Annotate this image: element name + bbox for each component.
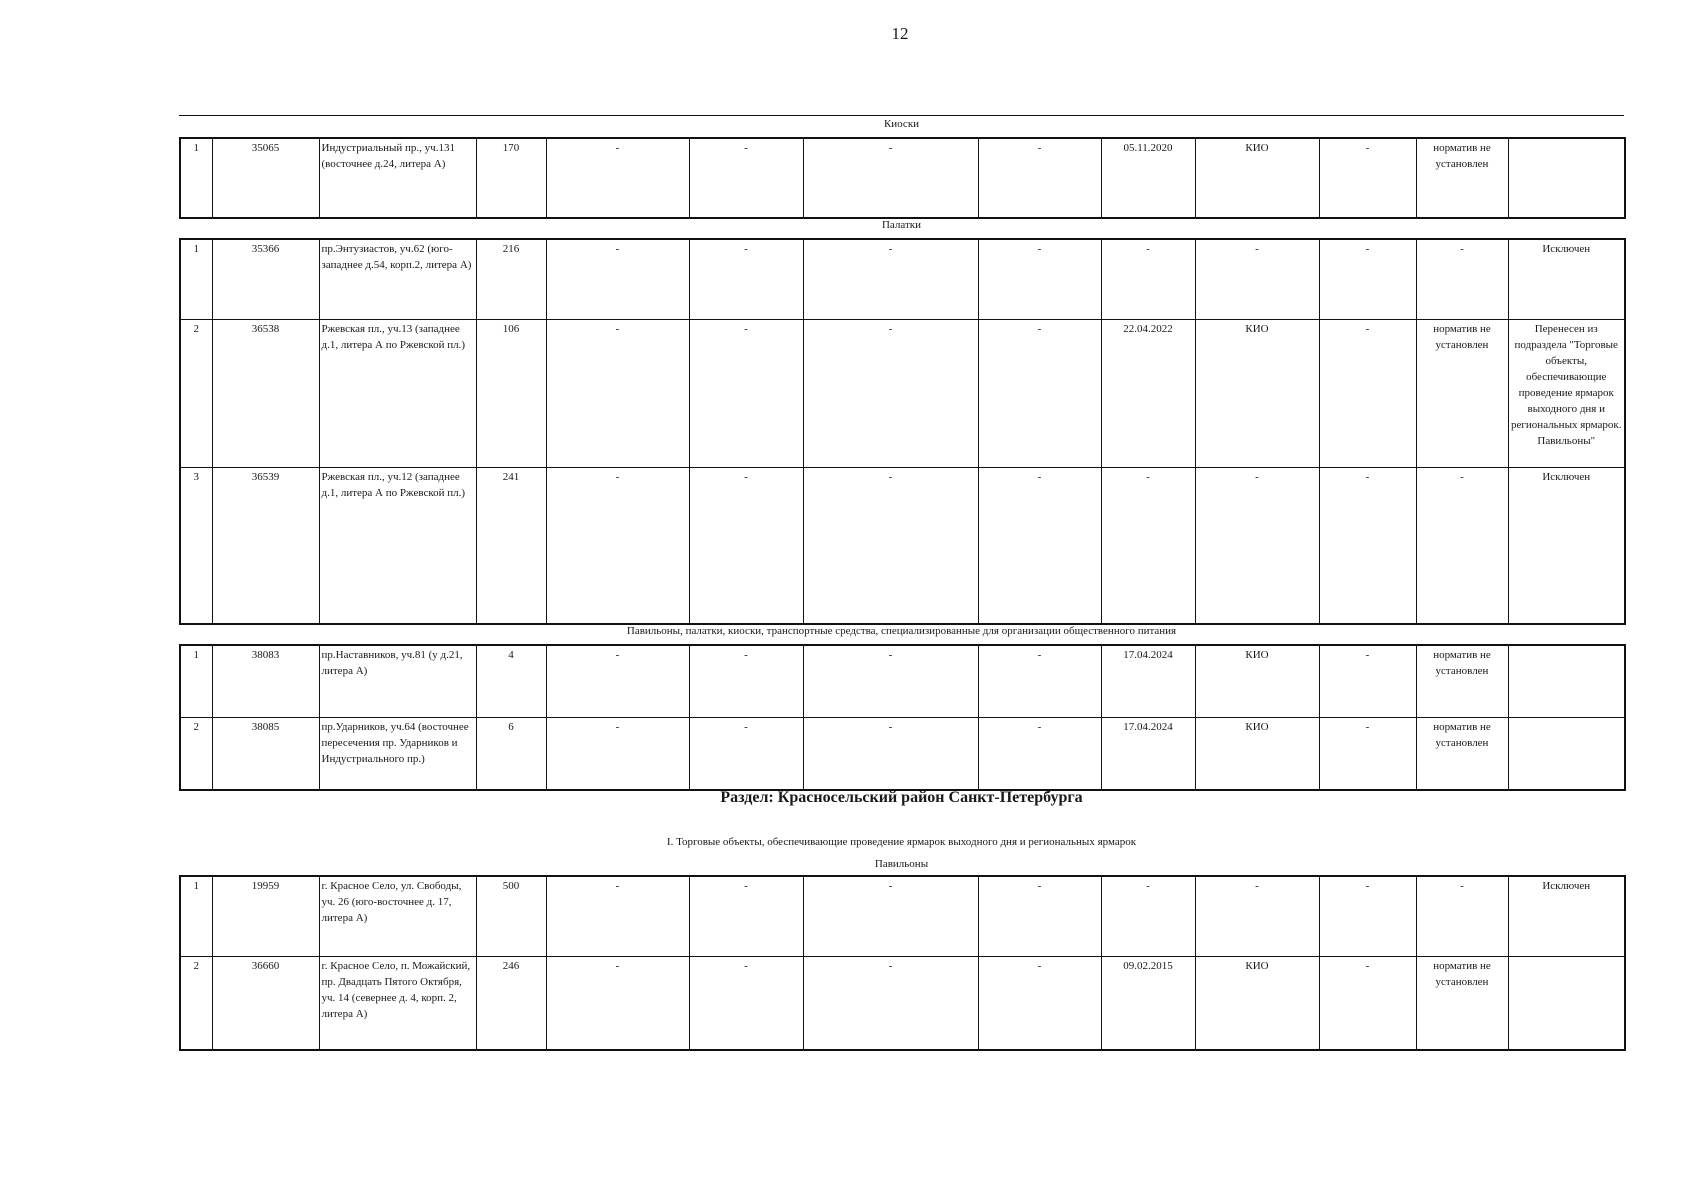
cell-date: -	[1101, 239, 1195, 319]
cell-norm: -	[1416, 876, 1508, 956]
cell-code: 36660	[212, 956, 319, 1050]
cell-col8: -	[978, 467, 1101, 624]
cell-col7: -	[803, 467, 978, 624]
table-row	[180, 956, 1625, 1050]
cell-note	[1508, 956, 1625, 1050]
cell-num: 2	[180, 717, 212, 790]
cell-address: г. Красное Село, п. Можайский, пр. Двадцать Пятого Октября, уч. 14 (севернее д. 4, корп. 2, литера А)	[319, 956, 476, 1050]
table-row	[180, 717, 1625, 790]
cell-col6: -	[689, 319, 803, 467]
cell-org: -	[1195, 876, 1319, 956]
cell-col6: -	[689, 956, 803, 1050]
cell-date: 22.04.2022	[1101, 319, 1195, 467]
cell-code: 35366	[212, 239, 319, 319]
cell-address: пр.Ударников, уч.64 (восточнее пересечения пр. Ударников и Индустриального пр.)	[319, 717, 476, 790]
cell-norm: норматив не установлен	[1416, 645, 1508, 717]
table-row	[180, 876, 1625, 956]
cell-col7: -	[803, 319, 978, 467]
cell-col7: -	[803, 717, 978, 790]
cell-org: -	[1195, 467, 1319, 624]
cell-num: 1	[180, 876, 212, 956]
cell-col5: -	[546, 956, 689, 1050]
cell-num: 2	[180, 956, 212, 1050]
cell-norm: -	[1416, 467, 1508, 624]
cell-col11: -	[1319, 239, 1416, 319]
cell-col8: -	[978, 239, 1101, 319]
cell-col8: -	[978, 956, 1101, 1050]
cell-col11: -	[1319, 645, 1416, 717]
cell-col11: -	[1319, 138, 1416, 218]
table-row	[180, 319, 1625, 467]
cell-org: КИО	[1195, 319, 1319, 467]
district-heading: Раздел: Красносельский район Санкт-Петербурга	[720, 789, 1083, 806]
cell-date: 05.11.2020	[1101, 138, 1195, 218]
cell-col5: -	[546, 467, 689, 624]
cell-col11: -	[1319, 717, 1416, 790]
table-row	[180, 645, 1625, 717]
cell-norm: норматив не установлен	[1416, 717, 1508, 790]
cell-col5: -	[546, 138, 689, 218]
top-rule	[179, 115, 1624, 116]
cell-date: 17.04.2024	[1101, 717, 1195, 790]
cell-area: 4	[476, 645, 546, 717]
cell-col6: -	[689, 645, 803, 717]
cell-area: 246	[476, 956, 546, 1050]
cell-code: 19959	[212, 876, 319, 956]
cell-col6: -	[689, 239, 803, 319]
cell-code: 35065	[212, 138, 319, 218]
cell-note: Перенесен из подраздела "Торговые объекты, обеспечивающие проведение ярмарок выходного дня и региональных ярмарок. Павильоны"	[1508, 319, 1625, 467]
cell-col6: -	[689, 467, 803, 624]
cell-address: г. Красное Село, ул. Свободы, уч. 26 (юго-восточнее д. 17, литера А)	[319, 876, 476, 956]
cell-org: КИО	[1195, 645, 1319, 717]
cell-col7: -	[803, 956, 978, 1050]
cell-col8: -	[978, 876, 1101, 956]
cell-org: КИО	[1195, 717, 1319, 790]
cell-area: 106	[476, 319, 546, 467]
table-row	[180, 239, 1625, 319]
cell-col7: -	[803, 138, 978, 218]
cell-num: 1	[180, 645, 212, 717]
cell-date: 17.04.2024	[1101, 645, 1195, 717]
section-caption-catering: Павильоны, палатки, киоски, транспортные средства, специализированные для организации общественного питания	[626, 625, 1177, 637]
cell-address: Ржевская пл., уч.13 (западнее д.1, литера А по Ржевской пл.)	[319, 319, 476, 467]
cell-address: Индустриальный пр., уч.131 (восточнее д.24, литера А)	[319, 138, 476, 218]
cell-org: КИО	[1195, 138, 1319, 218]
cell-norm: норматив не установлен	[1416, 956, 1508, 1050]
cell-note	[1508, 138, 1625, 218]
cell-address: Ржевская пл., уч.12 (западнее д.1, литера А по Ржевской пл.)	[319, 467, 476, 624]
cell-num: 2	[180, 319, 212, 467]
cell-col6: -	[689, 876, 803, 956]
cell-code: 36539	[212, 467, 319, 624]
cell-col6: -	[689, 138, 803, 218]
cell-note: Исключен	[1508, 239, 1625, 319]
cell-col8: -	[978, 138, 1101, 218]
table-row	[180, 467, 1625, 624]
table-tents	[179, 238, 1626, 625]
cell-note: Исключен	[1508, 876, 1625, 956]
subsection-caption: Павильоны	[874, 858, 929, 870]
cell-col5: -	[546, 876, 689, 956]
cell-col8: -	[978, 319, 1101, 467]
cell-date: -	[1101, 467, 1195, 624]
cell-code: 38083	[212, 645, 319, 717]
cell-col8: -	[978, 717, 1101, 790]
cell-col8: -	[978, 645, 1101, 717]
section-caption-tents: Палатки	[881, 219, 922, 231]
cell-code: 38085	[212, 717, 319, 790]
page-number: 12	[891, 24, 909, 43]
cell-area: 6	[476, 717, 546, 790]
cell-col7: -	[803, 876, 978, 956]
cell-col6: -	[689, 717, 803, 790]
cell-col5: -	[546, 645, 689, 717]
table-pavilions	[179, 875, 1626, 1051]
cell-num: 1	[180, 138, 212, 218]
cell-col11: -	[1319, 876, 1416, 956]
cell-col5: -	[546, 319, 689, 467]
cell-code: 36538	[212, 319, 319, 467]
cell-col5: -	[546, 717, 689, 790]
cell-note	[1508, 717, 1625, 790]
subsection-title: I. Торговые объекты, обеспечивающие проведение ярмарок выходного дня и региональных ярмарок	[666, 836, 1137, 848]
cell-col11: -	[1319, 956, 1416, 1050]
cell-norm: норматив не установлен	[1416, 319, 1508, 467]
cell-norm: -	[1416, 239, 1508, 319]
cell-col11: -	[1319, 319, 1416, 467]
cell-area: 170	[476, 138, 546, 218]
cell-col7: -	[803, 645, 978, 717]
table-catering	[179, 644, 1626, 791]
table-kiosks	[179, 137, 1626, 219]
cell-num: 3	[180, 467, 212, 624]
cell-area: 500	[476, 876, 546, 956]
cell-area: 241	[476, 467, 546, 624]
table-row	[180, 138, 1625, 218]
cell-note: Исключен	[1508, 467, 1625, 624]
cell-area: 216	[476, 239, 546, 319]
section-caption-kiosks: Киоски	[883, 118, 920, 130]
cell-note	[1508, 645, 1625, 717]
cell-address: пр.Энтузиастов, уч.62 (юго-западнее д.54, корп.2, литера А)	[319, 239, 476, 319]
cell-date: 09.02.2015	[1101, 956, 1195, 1050]
cell-col11: -	[1319, 467, 1416, 624]
cell-col7: -	[803, 239, 978, 319]
cell-norm: норматив не установлен	[1416, 138, 1508, 218]
cell-num: 1	[180, 239, 212, 319]
cell-org: -	[1195, 239, 1319, 319]
cell-col5: -	[546, 239, 689, 319]
cell-org: КИО	[1195, 956, 1319, 1050]
cell-address: пр.Наставников, уч.81 (у д.21, литера А)	[319, 645, 476, 717]
cell-date: -	[1101, 876, 1195, 956]
